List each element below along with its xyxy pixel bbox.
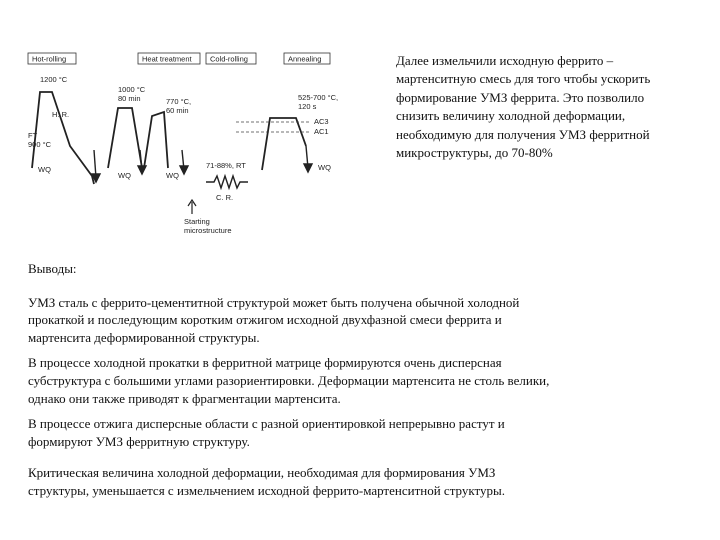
paragraph-line: однако они также приводят к фрагментации мартенсита. <box>28 390 341 406</box>
stage-label-cold-rolling: Cold-rolling <box>210 54 248 64</box>
wq-arrow-4 <box>304 146 312 172</box>
paragraph-line: субструктура с большими углами разориентировки. Деформации мартенсита не столь велики, <box>28 372 550 388</box>
ht1-temp-label: 1000 °C <box>118 85 146 94</box>
ac1-label: AC1 <box>314 127 329 136</box>
paragraph-line: УМЗ сталь с феррито-цементитной структурой может быть получена обычной холодной <box>28 294 520 310</box>
stage-label-hot-rolling: Hot-rolling <box>32 54 67 64</box>
conclusion-paragraph-2 <box>28 354 708 407</box>
intro-paragraph <box>396 52 714 162</box>
cr-label: C. R. <box>216 193 234 202</box>
wq-label-1: WQ <box>38 165 51 174</box>
ht2-time-label: 60 min <box>166 106 189 115</box>
ac3-label: AC3 <box>314 117 329 126</box>
annealing-curve <box>262 118 306 170</box>
paragraph-line: формируют УМЗ ферритную структуру. <box>28 433 250 449</box>
intro-line: микроструктуры, до 70-80% <box>396 145 553 161</box>
starting-label-1: Starting <box>184 217 210 226</box>
stage-label-heat-treatment: Heat treatment <box>142 54 192 64</box>
heat-treatment-curve-2 <box>144 112 168 168</box>
process-diagram-svg <box>26 50 372 240</box>
process-diagram <box>26 50 372 240</box>
intro-line: снизить величину холодной деформации, <box>396 108 626 124</box>
conclusion-paragraph-1 <box>28 294 708 347</box>
conclusions-section <box>28 260 708 508</box>
paragraph-line: В процессе холодной прокатки в ферритной матрице формируются очень дисперсная <box>28 355 502 371</box>
conclusions-heading: Выводы: <box>28 261 77 276</box>
intro-line: необходимую для получения УМЗ ферритной <box>396 126 650 142</box>
cold-rolling-zigzag <box>206 176 248 188</box>
paragraph-line: Критическая величина холодной деформации, необходимая для формирования УМЗ <box>28 465 496 481</box>
stage-label-annealing: Annealing <box>288 54 322 64</box>
ht2-temp-label: 770 °C, <box>166 97 192 106</box>
heat-treatment-curve-1 <box>108 108 142 168</box>
starting-label-2: microstructure <box>184 226 232 235</box>
intro-line: мартенситную смесь для того чтобы ускорить <box>396 71 651 87</box>
starting-arrow <box>188 200 196 214</box>
ann-temp-label: 525-700 °C, <box>298 93 339 102</box>
cr-reduction-label: 71-88%, RT <box>206 161 246 170</box>
paragraph-line: В процессе отжига дисперсные области с разной ориентировкой непрерывно растут и <box>28 416 505 432</box>
paragraph-line: прокаткой и последующим коротким отжигом исходной двухфазной смеси феррита и <box>28 312 502 328</box>
wq-arrow-3 <box>180 150 188 174</box>
hot-temp-label: 1200 °C <box>40 75 68 84</box>
wq-label-4: WQ <box>318 163 331 172</box>
paragraph-line: мартенсита деформированной структуры. <box>28 329 260 345</box>
intro-line: Далее измельчили исходную феррито – <box>396 53 614 68</box>
wq-label-2: WQ <box>118 171 131 180</box>
conclusion-paragraph-3 <box>28 415 708 450</box>
intro-line: формирование УМЗ феррита. Это позволило <box>396 89 645 105</box>
ft-temp-label: 900 °C <box>28 140 52 149</box>
conclusion-paragraph-4 <box>28 464 708 499</box>
ft-label: FT <box>28 131 38 140</box>
wq-label-3: WQ <box>166 171 179 180</box>
hr-label: H. R. <box>52 110 70 119</box>
ann-time-label: 120 s <box>298 102 317 111</box>
ht1-time-label: 80 min <box>118 94 141 103</box>
wq-arrow-1 <box>92 150 100 182</box>
paragraph-line: структуры, уменьшается с измельчением исходной феррито-мартенситной структуры. <box>28 482 505 498</box>
